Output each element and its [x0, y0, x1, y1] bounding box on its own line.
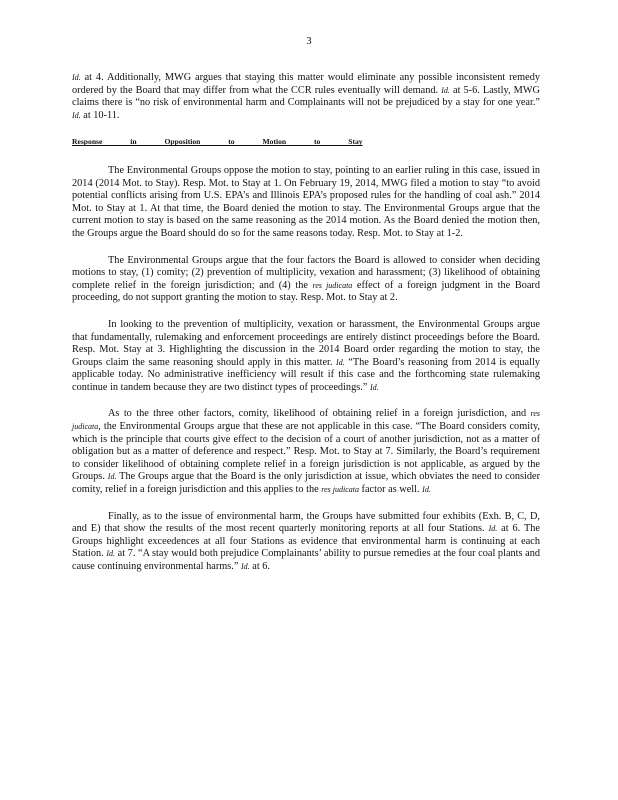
- citation-id: Id.: [369, 382, 379, 392]
- paragraph-text: at 6. The Groups highlight exceedences at all four Stations as evidence that environmental harm is continuing at each Station.: [72, 523, 541, 560]
- citation-id: Id.: [107, 472, 117, 482]
- intro-paragraph: [72, 72, 540, 122]
- citation-id: Id.: [441, 85, 450, 95]
- document-body: [72, 72, 540, 588]
- res-judicata-term: res judicata: [312, 280, 353, 290]
- section-heading: Response in Opposition to Motion to Stay: [72, 137, 363, 147]
- paragraph-text: at 10-11.: [80, 109, 120, 121]
- citation-id: Id.: [422, 485, 431, 495]
- paragraph-text: at 6.: [249, 561, 270, 572]
- paragraph-text: at 4. Additionally, MWG argues that staying this matter would eliminate any possible inconsistent remedy ordered by the Board that may differ from what the CCR rules eventually will demand.: [72, 72, 540, 96]
- citation-id: Id.: [106, 549, 116, 559]
- paragraph-text: As to the three other factors, comity, likelihood of obtaining relief in a foreign jurisdiction, and: [108, 408, 531, 420]
- paragraph-5: [72, 511, 540, 574]
- paragraph-text: “The Board’s reasoning from 2014 is equally applicable today. No administrative inefficiency will result if this case and the forthcoming state rulemaking continue in tandem because they are two distinct types of proceedings.”: [72, 356, 541, 393]
- citation-id: Id.: [241, 562, 250, 571]
- paragraph-text: The Environmental Groups argue that the four factors the Board is allowed to consider when deciding motions to stay, (1) comity; (2) prevention of multiplicity, vexation and harassment; (3) likelihood of obtaining complete relief in the foreign jurisdiction; and (4) the: [72, 254, 540, 291]
- paragraph-text: The Groups argue that the Board is the only jurisdiction at issue, which obviates the need to consider comity, relief in a foreign jurisdiction and this applies to the: [72, 471, 541, 496]
- citation-id: Id.: [336, 357, 345, 367]
- paragraph-2: [72, 255, 540, 305]
- paragraph-text: Finally, as to the issue of environmental harm, the Groups have submitted four exhibits (Exh. B, C, D, and E) that show the results of the most recent quarterly monitoring reports at all four Stations.: [72, 510, 540, 535]
- paragraph-text: factor as well.: [358, 484, 423, 496]
- paragraph-text: at 7. “A stay would both prejudice Complainants’ ability to pursue remedies at the four coal plants and cause continuing environmental harms.”: [72, 548, 540, 572]
- paragraph-text: at 5-6. Lastly, MWG claims there is “no risk of environmental harm and Complainants will not be prejudiced by a stay for one year.”: [72, 84, 540, 109]
- paragraph-text: effect of a foreign judgment in the Board proceeding, do not support granting the motion to stay. Resp. Mot. to Stay at 2.: [72, 279, 540, 304]
- paragraph-1: The Environmental Groups oppose the motion to stay, pointing to an earlier ruling in this case, issued in 2014 (2014 Mot. to Stay). Resp. Mot. to Stay at 1. On February 19, 2014, MWG filed a motion to stay “to avoid potential conflicts arising from U.S. EPA’s and Illinois EPA’s proposed rules for the handling of coal ash.” 2014 Mot. to Stay at 1. At that time, the Board denied the motion to stay. The Environmental Groups argue that the current motion to stay is based on the same reasoning as the 2014 motion. As the Board denied the motion then, the Groups argue the Board should do so for the same reasons today. Resp. Mot. to Stay at 1-2.: [72, 164, 540, 239]
- paragraph-3: [72, 319, 540, 395]
- citation-id: Id.: [72, 110, 81, 120]
- res-judicata-term: res judicata: [321, 485, 359, 495]
- paragraph-4: [72, 408, 540, 496]
- paragraph-text: In looking to the prevention of multiplicity, vexation or harassment, the Environmental Groups argue that fundamentally, rulemaking and enforcement proceedings are entirely distinct proceedings before the Board. Resp. Mot. Stay at 3. Highlighting the discussion in the 2014 Board order regarding the motion to stay, the Groups claim the same reasoning should apply in this matter.: [72, 318, 540, 368]
- paragraph-text: , the Environmental Groups argue that these are not applicable in this case. “The Board considers comity, which is the principle that courts give effect to the decision of a court of another jurisdiction, not as a matter of obligation but as a matter of deference and respect.” Resp. Mot. to Stay at 7. Similarly, the Board’s requirement to consider likelihood of obtaining complete relief in a foreign jurisdiction is not applicable, as argued by the Groups.: [72, 421, 540, 483]
- citation-id: Id.: [72, 73, 81, 82]
- citation-id: Id.: [488, 524, 498, 534]
- res-judicata-term: res judicata: [72, 409, 540, 432]
- page-number: 3: [306, 36, 312, 47]
